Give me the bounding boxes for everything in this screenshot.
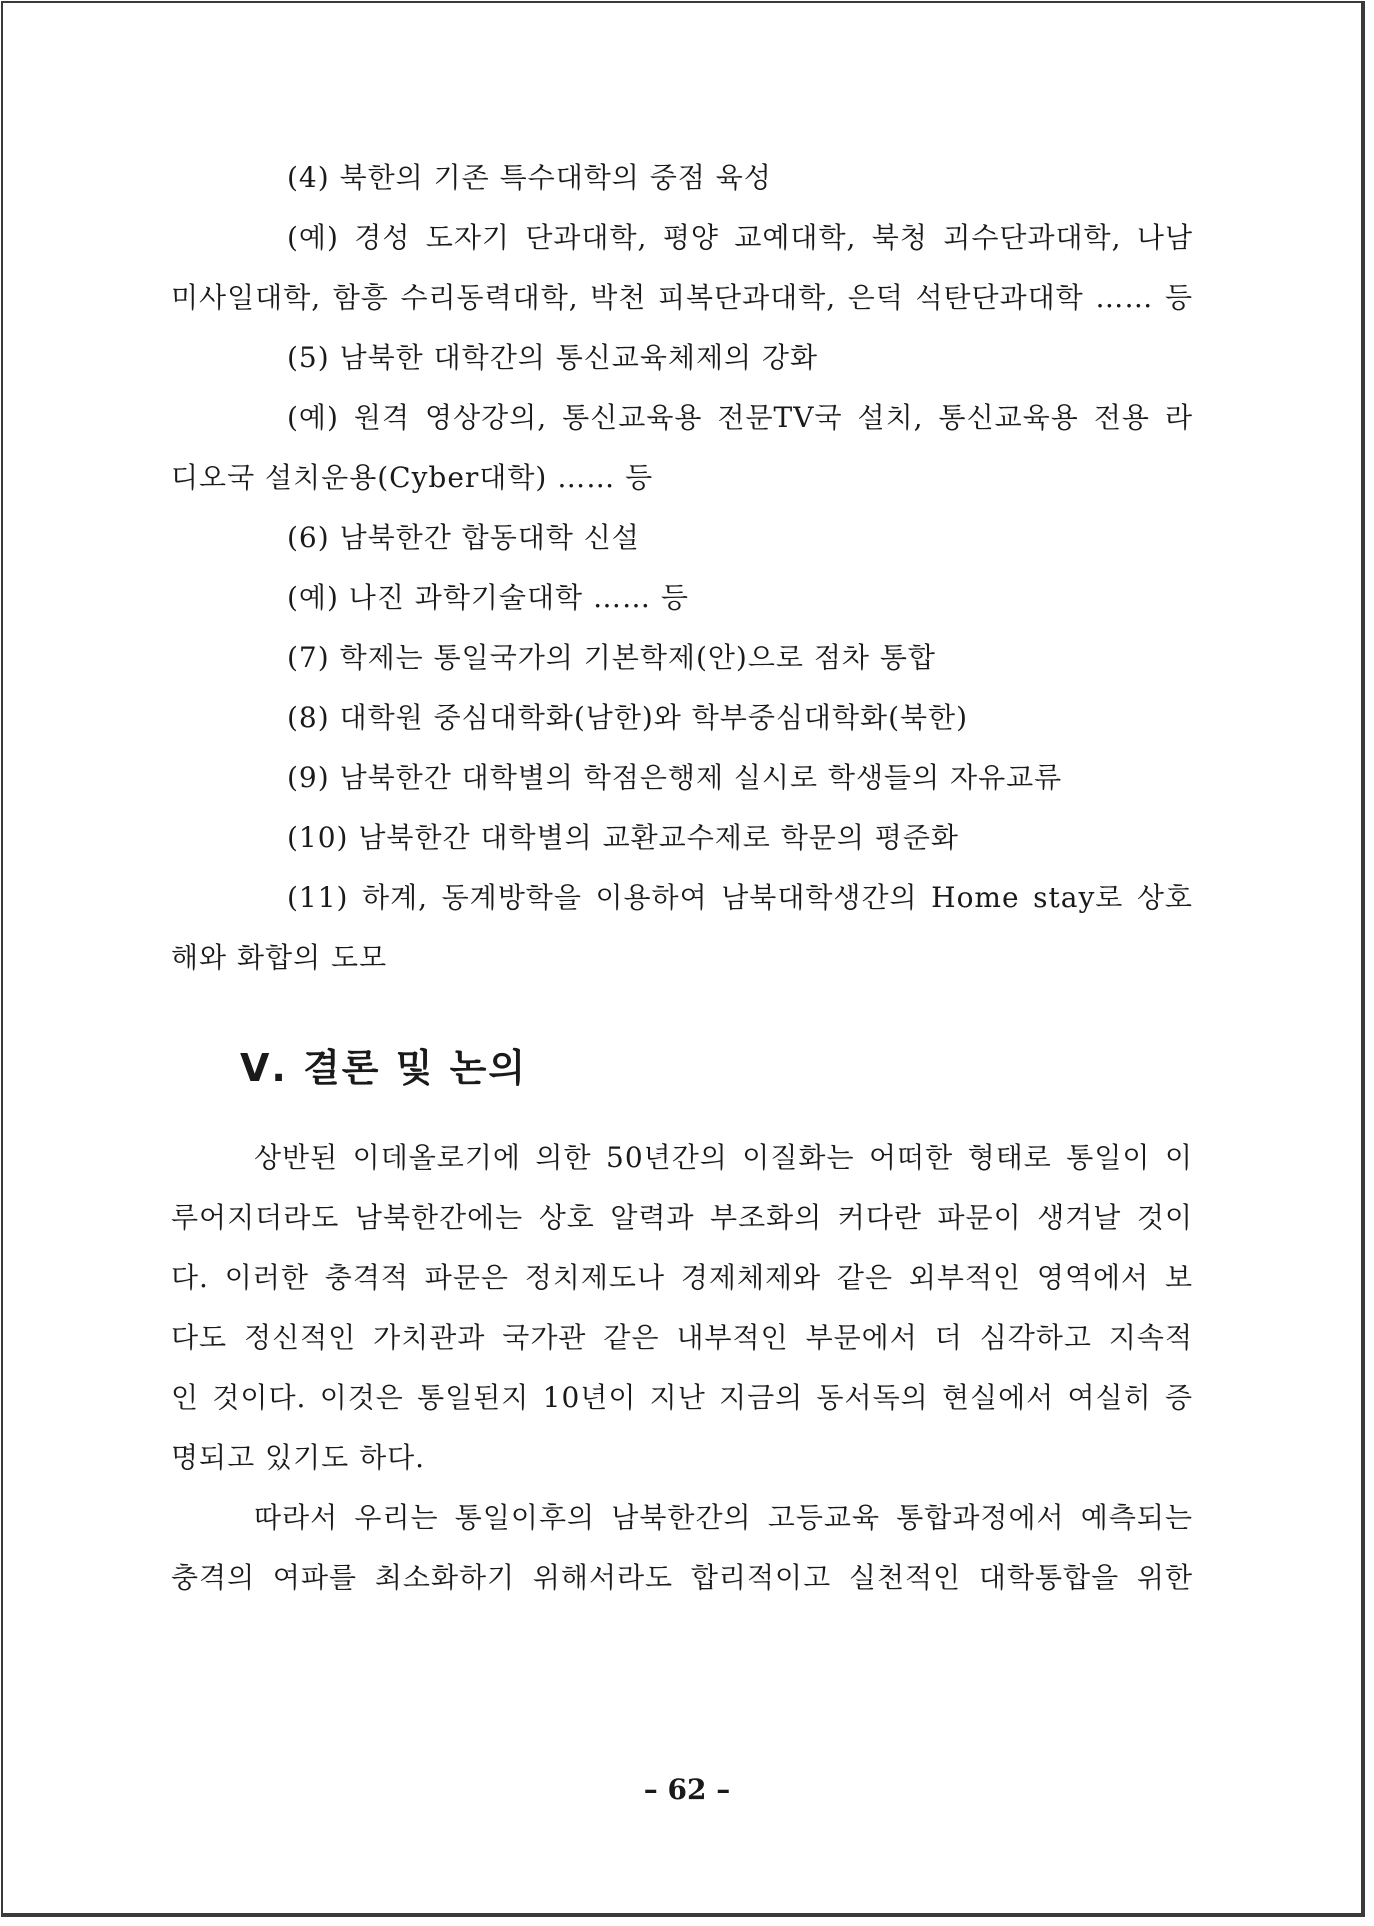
paragraph-line: 루어지더라도 남북한간에는 상호 알력과 부조화의 커다란 파문이 생겨날 것이 — [171, 1201, 1193, 1234]
list-item-5-example-line-2: 디오국 설치운용(Cyber대학) …… 등 — [171, 461, 654, 494]
list-item-10: (10) 남북한간 대학별의 교환교수제로 학문의 평준화 — [287, 821, 959, 854]
list-item-4-example-line-2: 미사일대학, 함흥 수리동력대학, 박천 피복단과대학, 은덕 석탄단과대학 …… 등 — [171, 281, 1193, 314]
paragraph-line: 충격의 여파를 최소화하기 위해서라도 합리적이고 실천적인 대학통합을 위한 — [171, 1561, 1193, 1594]
paragraph-line: 명되고 있기도 하다. — [171, 1441, 426, 1474]
list-item-6: (6) 남북한간 합동대학 신설 — [287, 521, 640, 554]
paragraph-line: 다도 정신적인 가치관과 국가관 같은 내부적인 부문에서 더 심각하고 지속적 — [171, 1321, 1193, 1354]
item-list — [171, 148, 1193, 988]
list-item-5: (5) 남북한 대학간의 통신교육체제의 강화 — [287, 341, 819, 374]
list-item-11-line-2: 해와 화합의 도모 — [171, 941, 388, 974]
paragraph-line: 따라서 우리는 통일이후의 남북한간의 고등교육 통합과정에서 예측되는 — [254, 1501, 1193, 1534]
paragraph-line: 인 것이다. 이것은 통일된지 10년이 지난 지금의 동서독의 현실에서 여실히 증 — [171, 1381, 1193, 1414]
list-item-6-example: (예) 나진 과학기술대학 …… 등 — [287, 581, 689, 614]
paragraph-line: 상반된 이데올로기에 의한 50년간의 이질화는 어떠한 형태로 통일이 이 — [254, 1141, 1193, 1174]
list-item-11-line-1: (11) 하계, 동계방학을 이용하여 남북대학생간의 Home stay로 상호 — [287, 881, 1193, 914]
page-number: – 62 – — [643, 1773, 731, 1806]
paragraph-line: 다. 이러한 충격적 파문은 정치제도나 경제체제와 같은 외부적인 영역에서 보 — [171, 1261, 1193, 1294]
list-item-4-example-line-1: (예) 경성 도자기 단과대학, 평양 교예대학, 북청 괴수단과대학, 나남 — [287, 221, 1193, 254]
section-heading: Ⅴ. 결론 및 논의 — [240, 1046, 528, 1090]
list-item-4: (4) 북한의 기존 특수대학의 중점 육성 — [287, 161, 772, 194]
conclusion-body — [171, 1128, 1193, 1608]
list-item-7: (7) 학제는 통일국가의 기본학제(안)으로 점차 통합 — [287, 641, 936, 674]
list-item-5-example-line-1: (예) 원격 영상강의, 통신교육용 전문TV국 설치, 통신교육용 전용 라 — [287, 401, 1193, 434]
list-item-8: (8) 대학원 중심대학화(남한)와 학부중심대학화(북한) — [287, 701, 969, 734]
list-item-9: (9) 남북한간 대학별의 학점은행제 실시로 학생들의 자유교류 — [287, 761, 1063, 794]
